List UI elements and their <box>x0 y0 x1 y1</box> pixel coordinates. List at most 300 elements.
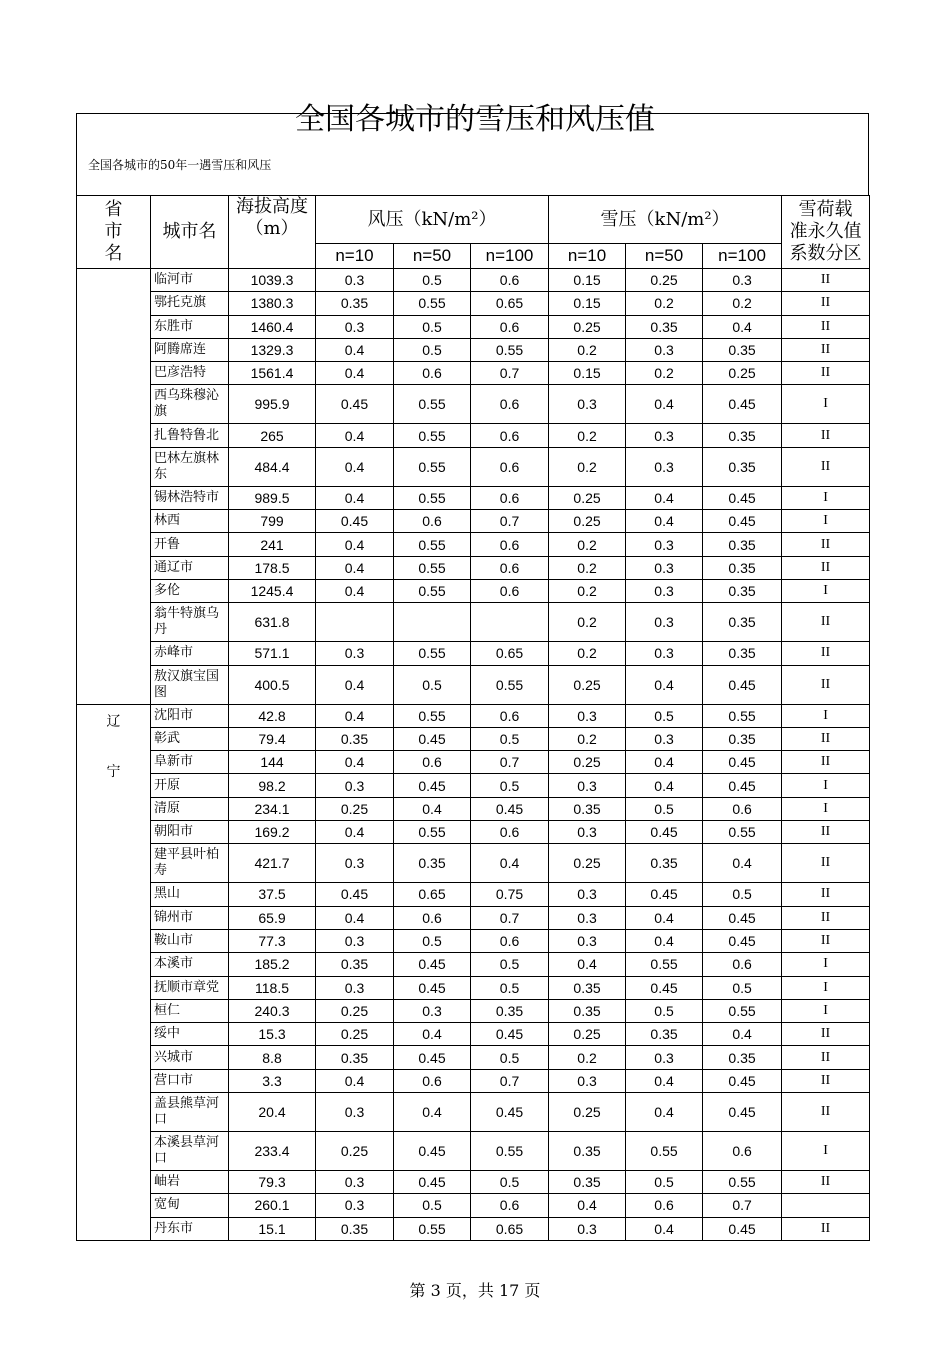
value-cell-w50: 0.45 <box>394 1171 471 1194</box>
zone-cell: II <box>782 338 870 361</box>
value-cell-w100: 0.7 <box>471 751 549 774</box>
value-cell-w100: 0.6 <box>471 424 549 447</box>
value-cell-s100: 0.45 <box>703 751 782 774</box>
city-name-cell: 翁牛特旗乌丹 <box>151 603 229 642</box>
zone-cell: I <box>782 953 870 976</box>
table-row <box>77 883 870 906</box>
city-name-cell: 多伦 <box>151 579 229 602</box>
value-cell-s100: 0.55 <box>703 1171 782 1194</box>
table-row <box>77 1069 870 1092</box>
value-cell-alt: 1561.4 <box>229 362 316 385</box>
value-cell-alt: 989.5 <box>229 486 316 509</box>
value-cell-alt: 484.4 <box>229 447 316 486</box>
value-cell-alt: 233.4 <box>229 1132 316 1171</box>
value-cell-s10: 0.25 <box>549 315 626 338</box>
value-cell-w50: 0.55 <box>394 292 471 315</box>
value-cell-w10: 0.4 <box>316 906 394 929</box>
value-cell-s10: 0.3 <box>549 385 626 424</box>
table-row <box>77 292 870 315</box>
value-cell-s50: 0.2 <box>626 292 703 315</box>
value-cell-w10: 0.25 <box>316 797 394 820</box>
value-cell-s50: 0.3 <box>626 424 703 447</box>
value-cell-s50: 0.45 <box>626 883 703 906</box>
value-cell-alt: 421.7 <box>229 844 316 883</box>
table-row <box>77 1023 870 1046</box>
table-row <box>77 1171 870 1194</box>
value-cell-w10: 0.3 <box>316 774 394 797</box>
value-cell-w100: 0.6 <box>471 447 549 486</box>
value-cell-s10: 0.2 <box>549 556 626 579</box>
value-cell-s100: 0.35 <box>703 338 782 361</box>
value-cell-s100: 0.25 <box>703 362 782 385</box>
value-cell-w50: 0.55 <box>394 385 471 424</box>
value-cell-s10: 0.25 <box>549 844 626 883</box>
value-cell-w50: 0.5 <box>394 665 471 704</box>
city-name-cell: 鞍山市 <box>151 929 229 952</box>
value-cell-w100: 0.55 <box>471 665 549 704</box>
value-cell-s100: 0.55 <box>703 999 782 1022</box>
city-name-cell: 绥中 <box>151 1023 229 1046</box>
value-cell-s100: 0.55 <box>703 704 782 727</box>
value-cell-w100: 0.45 <box>471 1023 549 1046</box>
zone-cell: II <box>782 1171 870 1194</box>
header-snow-n50: n=50 <box>626 244 703 269</box>
city-name-cell: 营口市 <box>151 1069 229 1092</box>
header-zone-line: 准永久值 <box>789 221 862 242</box>
city-name-cell: 本溪市 <box>151 953 229 976</box>
city-name-cell: 通辽市 <box>151 556 229 579</box>
value-cell-s10: 0.3 <box>549 929 626 952</box>
value-cell-w100: 0.5 <box>471 953 549 976</box>
value-cell-w50: 0.55 <box>394 821 471 844</box>
value-cell-s10: 0.4 <box>549 1194 626 1217</box>
value-cell-alt: 118.5 <box>229 976 316 999</box>
zone-cell: II <box>782 844 870 883</box>
zone-cell: II <box>782 727 870 750</box>
zone-cell: II <box>782 362 870 385</box>
value-cell-s10: 0.25 <box>549 1023 626 1046</box>
zone-cell: II <box>782 1069 870 1092</box>
value-cell-s10: 0.2 <box>549 533 626 556</box>
zone-cell <box>782 1194 870 1217</box>
value-cell-s100: 0.35 <box>703 642 782 665</box>
value-cell-s100: 0.35 <box>703 447 782 486</box>
table-row <box>77 362 870 385</box>
city-name-cell: 盖县熊草河口 <box>151 1093 229 1132</box>
value-cell-w10: 0.45 <box>316 883 394 906</box>
value-cell-alt: 240.3 <box>229 999 316 1022</box>
table-row <box>77 1217 870 1240</box>
value-cell-s100: 0.5 <box>703 883 782 906</box>
value-cell-w100: 0.6 <box>471 929 549 952</box>
table-row <box>77 510 870 533</box>
value-cell-w100: 0.45 <box>471 1093 549 1132</box>
zone-cell: II <box>782 1023 870 1046</box>
value-cell-w50: 0.5 <box>394 929 471 952</box>
value-cell-w10: 0.4 <box>316 579 394 602</box>
value-cell-alt: 1039.3 <box>229 269 316 292</box>
zone-cell: II <box>782 883 870 906</box>
city-name-cell: 建平县叶柏寿 <box>151 844 229 883</box>
header-snow: 雪压（kN/m²） <box>549 196 782 244</box>
value-cell-s100: 0.35 <box>703 533 782 556</box>
table-row <box>77 844 870 883</box>
value-cell-alt: 234.1 <box>229 797 316 820</box>
zone-cell: II <box>782 533 870 556</box>
city-name-cell: 敖汉旗宝国图 <box>151 665 229 704</box>
table-body <box>77 269 870 1241</box>
value-cell-alt: 995.9 <box>229 385 316 424</box>
pressure-table <box>76 195 870 1241</box>
value-cell-alt: 15.3 <box>229 1023 316 1046</box>
value-cell-s10: 0.25 <box>549 510 626 533</box>
zone-cell: I <box>782 486 870 509</box>
value-cell-w100: 0.7 <box>471 510 549 533</box>
province-cell <box>77 269 151 705</box>
value-cell-s50: 0.5 <box>626 999 703 1022</box>
zone-cell: II <box>782 556 870 579</box>
value-cell-s50: 0.45 <box>626 976 703 999</box>
value-cell-w10: 0.35 <box>316 1046 394 1069</box>
value-cell-s50: 0.55 <box>626 1132 703 1171</box>
zone-cell: I <box>782 704 870 727</box>
value-cell-w50: 0.6 <box>394 510 471 533</box>
value-cell-s100: 0.35 <box>703 579 782 602</box>
value-cell-s100: 0.4 <box>703 1023 782 1046</box>
table-row <box>77 1194 870 1217</box>
value-cell-w50: 0.55 <box>394 533 471 556</box>
value-cell-w50: 0.55 <box>394 424 471 447</box>
city-name-cell: 东胜市 <box>151 315 229 338</box>
value-cell-w100: 0.6 <box>471 315 549 338</box>
zone-cell: I <box>782 797 870 820</box>
value-cell-w10: 0.3 <box>316 1171 394 1194</box>
zone-cell: II <box>782 424 870 447</box>
city-name-cell: 沈阳市 <box>151 704 229 727</box>
value-cell-w10: 0.3 <box>316 1093 394 1132</box>
value-cell-alt: 79.4 <box>229 727 316 750</box>
value-cell-w50: 0.4 <box>394 1023 471 1046</box>
city-name-cell: 抚顺市章党 <box>151 976 229 999</box>
value-cell-w10: 0.4 <box>316 1069 394 1092</box>
value-cell-w50: 0.6 <box>394 751 471 774</box>
value-cell-w100: 0.4 <box>471 844 549 883</box>
value-cell-w10: 0.4 <box>316 704 394 727</box>
value-cell-s50: 0.4 <box>626 510 703 533</box>
value-cell-w100: 0.65 <box>471 642 549 665</box>
city-name-cell: 黑山 <box>151 883 229 906</box>
header-altitude-line: （m） <box>245 218 299 239</box>
header-zone-line: 雪荷载 <box>798 199 853 220</box>
value-cell-s50: 0.4 <box>626 665 703 704</box>
header-province-char: 市 <box>104 221 123 242</box>
city-name-cell: 丹东市 <box>151 1217 229 1240</box>
value-cell-s100: 0.55 <box>703 821 782 844</box>
value-cell-w100 <box>471 603 549 642</box>
value-cell-alt: 42.8 <box>229 704 316 727</box>
value-cell-s10: 0.3 <box>549 1069 626 1092</box>
value-cell-alt: 185.2 <box>229 953 316 976</box>
table-row <box>77 315 870 338</box>
value-cell-w50: 0.6 <box>394 906 471 929</box>
zone-cell: II <box>782 1093 870 1132</box>
zone-cell: II <box>782 665 870 704</box>
city-name-cell: 巴彦浩特 <box>151 362 229 385</box>
value-cell-alt: 400.5 <box>229 665 316 704</box>
city-name-cell: 扎鲁特鲁北 <box>151 424 229 447</box>
value-cell-s100: 0.7 <box>703 1194 782 1217</box>
header-wind: 风压（kN/m²） <box>316 196 549 244</box>
value-cell-s50: 0.6 <box>626 1194 703 1217</box>
value-cell-alt: 260.1 <box>229 1194 316 1217</box>
value-cell-w50: 0.45 <box>394 774 471 797</box>
value-cell-s50: 0.3 <box>626 642 703 665</box>
value-cell-alt: 20.4 <box>229 1093 316 1132</box>
value-cell-alt: 178.5 <box>229 556 316 579</box>
value-cell-w50: 0.4 <box>394 1093 471 1132</box>
value-cell-s100: 0.6 <box>703 797 782 820</box>
zone-cell: II <box>782 1046 870 1069</box>
header-altitude <box>229 196 316 269</box>
value-cell-alt: 631.8 <box>229 603 316 642</box>
value-cell-w100: 0.5 <box>471 727 549 750</box>
value-cell-w10: 0.25 <box>316 1132 394 1171</box>
value-cell-w10: 0.3 <box>316 315 394 338</box>
city-name-cell: 西乌珠穆沁旗 <box>151 385 229 424</box>
value-cell-s10: 0.25 <box>549 1093 626 1132</box>
value-cell-w10: 0.3 <box>316 269 394 292</box>
value-cell-w100: 0.7 <box>471 1069 549 1092</box>
header-snow-n100: n=100 <box>703 244 782 269</box>
header-snow-n10: n=10 <box>549 244 626 269</box>
header-altitude-line: 海拔高度 <box>236 196 308 217</box>
header-zone-line: 系数分区 <box>789 243 862 264</box>
city-name-cell: 朝阳市 <box>151 821 229 844</box>
value-cell-w10: 0.4 <box>316 665 394 704</box>
value-cell-w50: 0.45 <box>394 1046 471 1069</box>
value-cell-s100: 0.35 <box>703 603 782 642</box>
table-row <box>77 338 870 361</box>
value-cell-w100: 0.6 <box>471 486 549 509</box>
value-cell-w50: 0.55 <box>394 556 471 579</box>
zone-cell: I <box>782 579 870 602</box>
value-cell-s10: 0.15 <box>549 292 626 315</box>
value-cell-w10: 0.4 <box>316 486 394 509</box>
value-cell-w100: 0.55 <box>471 1132 549 1171</box>
zone-cell: II <box>782 821 870 844</box>
value-cell-w50: 0.6 <box>394 362 471 385</box>
value-cell-s50: 0.3 <box>626 556 703 579</box>
value-cell-w10: 0.3 <box>316 929 394 952</box>
zone-cell: II <box>782 269 870 292</box>
value-cell-s50: 0.3 <box>626 447 703 486</box>
header-zone <box>782 196 870 269</box>
city-name-cell: 鄂托克旗 <box>151 292 229 315</box>
table-row <box>77 385 870 424</box>
value-cell-s100: 0.45 <box>703 929 782 952</box>
value-cell-w100: 0.6 <box>471 385 549 424</box>
value-cell-s10: 0.2 <box>549 447 626 486</box>
zone-cell: II <box>782 1217 870 1240</box>
city-name-cell: 锦州市 <box>151 906 229 929</box>
value-cell-s50: 0.5 <box>626 704 703 727</box>
value-cell-s50: 0.4 <box>626 1069 703 1092</box>
value-cell-w50: 0.55 <box>394 1217 471 1240</box>
value-cell-w50: 0.6 <box>394 1069 471 1092</box>
value-cell-s50: 0.35 <box>626 844 703 883</box>
table-row <box>77 774 870 797</box>
value-cell-w50: 0.4 <box>394 797 471 820</box>
value-cell-s100: 0.2 <box>703 292 782 315</box>
value-cell-s100: 0.35 <box>703 727 782 750</box>
value-cell-s50: 0.55 <box>626 953 703 976</box>
value-cell-s10: 0.3 <box>549 821 626 844</box>
value-cell-s50: 0.45 <box>626 821 703 844</box>
value-cell-s100: 0.45 <box>703 774 782 797</box>
value-cell-s100: 0.45 <box>703 486 782 509</box>
province-char: 辽 <box>106 713 121 730</box>
value-cell-s100: 0.45 <box>703 1217 782 1240</box>
value-cell-w100: 0.6 <box>471 533 549 556</box>
value-cell-s100: 0.45 <box>703 385 782 424</box>
title-frame <box>76 113 869 195</box>
value-cell-s10: 0.35 <box>549 1132 626 1171</box>
table-row <box>77 533 870 556</box>
value-cell-w10: 0.25 <box>316 999 394 1022</box>
value-cell-s10: 0.2 <box>549 642 626 665</box>
table-row <box>77 727 870 750</box>
value-cell-s50: 0.35 <box>626 1023 703 1046</box>
value-cell-alt: 144 <box>229 751 316 774</box>
value-cell-s10: 0.2 <box>549 727 626 750</box>
value-cell-w10: 0.4 <box>316 556 394 579</box>
value-cell-s10: 0.3 <box>549 906 626 929</box>
zone-cell: II <box>782 315 870 338</box>
city-name-cell: 林西 <box>151 510 229 533</box>
city-name-cell: 阜新市 <box>151 751 229 774</box>
value-cell-s50: 0.4 <box>626 486 703 509</box>
table-row <box>77 556 870 579</box>
value-cell-s10: 0.2 <box>549 603 626 642</box>
zone-cell: II <box>782 929 870 952</box>
value-cell-s50: 0.5 <box>626 797 703 820</box>
city-name-cell: 彰武 <box>151 727 229 750</box>
value-cell-w100: 0.75 <box>471 883 549 906</box>
value-cell-w10: 0.35 <box>316 727 394 750</box>
table-row <box>77 704 870 727</box>
province-cell <box>77 704 151 1240</box>
value-cell-s10: 0.35 <box>549 976 626 999</box>
value-cell-w100: 0.55 <box>471 338 549 361</box>
page-title: 全国各城市的雪压和风压值 <box>295 102 655 137</box>
value-cell-s100: 0.45 <box>703 665 782 704</box>
value-cell-alt: 1245.4 <box>229 579 316 602</box>
city-name-cell: 清原 <box>151 797 229 820</box>
value-cell-s10: 0.2 <box>549 338 626 361</box>
value-cell-w100: 0.65 <box>471 1217 549 1240</box>
province-char: 宁 <box>106 763 121 780</box>
table-row <box>77 797 870 820</box>
value-cell-s10: 0.25 <box>549 665 626 704</box>
value-cell-w100: 0.6 <box>471 1194 549 1217</box>
value-cell-s100: 0.45 <box>703 1093 782 1132</box>
value-cell-w10: 0.25 <box>316 1023 394 1046</box>
value-cell-w50: 0.55 <box>394 704 471 727</box>
value-cell-s100: 0.5 <box>703 976 782 999</box>
value-cell-w10: 0.35 <box>316 292 394 315</box>
value-cell-s100: 0.35 <box>703 424 782 447</box>
value-cell-w10: 0.45 <box>316 510 394 533</box>
header-city: 城市名 <box>151 196 229 269</box>
table-row <box>77 603 870 642</box>
value-cell-alt: 98.2 <box>229 774 316 797</box>
value-cell-w50: 0.45 <box>394 976 471 999</box>
value-cell-s50: 0.4 <box>626 1093 703 1132</box>
value-cell-alt: 15.1 <box>229 1217 316 1240</box>
table-row <box>77 1132 870 1171</box>
value-cell-s100: 0.6 <box>703 1132 782 1171</box>
value-cell-s50: 0.4 <box>626 1217 703 1240</box>
value-cell-alt: 79.3 <box>229 1171 316 1194</box>
table-row <box>77 906 870 929</box>
city-name-cell: 兴城市 <box>151 1046 229 1069</box>
value-cell-w100: 0.6 <box>471 821 549 844</box>
city-name-cell: 本溪县草河口 <box>151 1132 229 1171</box>
value-cell-s10: 0.4 <box>549 953 626 976</box>
value-cell-s10: 0.35 <box>549 1171 626 1194</box>
zone-cell: II <box>782 447 870 486</box>
value-cell-s50: 0.3 <box>626 603 703 642</box>
value-cell-s50: 0.3 <box>626 579 703 602</box>
zone-cell: I <box>782 1132 870 1171</box>
value-cell-w10: 0.35 <box>316 1217 394 1240</box>
zone-cell: II <box>782 603 870 642</box>
table-row <box>77 642 870 665</box>
table-row <box>77 1093 870 1132</box>
table-row <box>77 579 870 602</box>
zone-cell: I <box>782 999 870 1022</box>
value-cell-s50: 0.3 <box>626 533 703 556</box>
value-cell-s100: 0.35 <box>703 556 782 579</box>
value-cell-w100: 0.6 <box>471 704 549 727</box>
value-cell-alt: 1460.4 <box>229 315 316 338</box>
zone-cell: I <box>782 774 870 797</box>
value-cell-w100: 0.45 <box>471 797 549 820</box>
value-cell-w50 <box>394 603 471 642</box>
value-cell-s100: 0.4 <box>703 315 782 338</box>
value-cell-w50: 0.65 <box>394 883 471 906</box>
value-cell-s50: 0.5 <box>626 1171 703 1194</box>
value-cell-w10: 0.4 <box>316 751 394 774</box>
value-cell-w100: 0.35 <box>471 999 549 1022</box>
value-cell-alt: 65.9 <box>229 906 316 929</box>
value-cell-w100: 0.5 <box>471 774 549 797</box>
value-cell-alt: 1380.3 <box>229 292 316 315</box>
value-cell-w10: 0.3 <box>316 844 394 883</box>
value-cell-w50: 0.45 <box>394 953 471 976</box>
value-cell-s50: 0.3 <box>626 727 703 750</box>
city-name-cell: 临河市 <box>151 269 229 292</box>
value-cell-alt: 571.1 <box>229 642 316 665</box>
value-cell-w100: 0.5 <box>471 976 549 999</box>
value-cell-w100: 0.5 <box>471 1046 549 1069</box>
zone-cell: I <box>782 385 870 424</box>
value-cell-s10: 0.35 <box>549 999 626 1022</box>
table-row <box>77 999 870 1022</box>
table-row <box>77 953 870 976</box>
city-name-cell: 阿腾席连 <box>151 338 229 361</box>
value-cell-alt: 8.8 <box>229 1046 316 1069</box>
